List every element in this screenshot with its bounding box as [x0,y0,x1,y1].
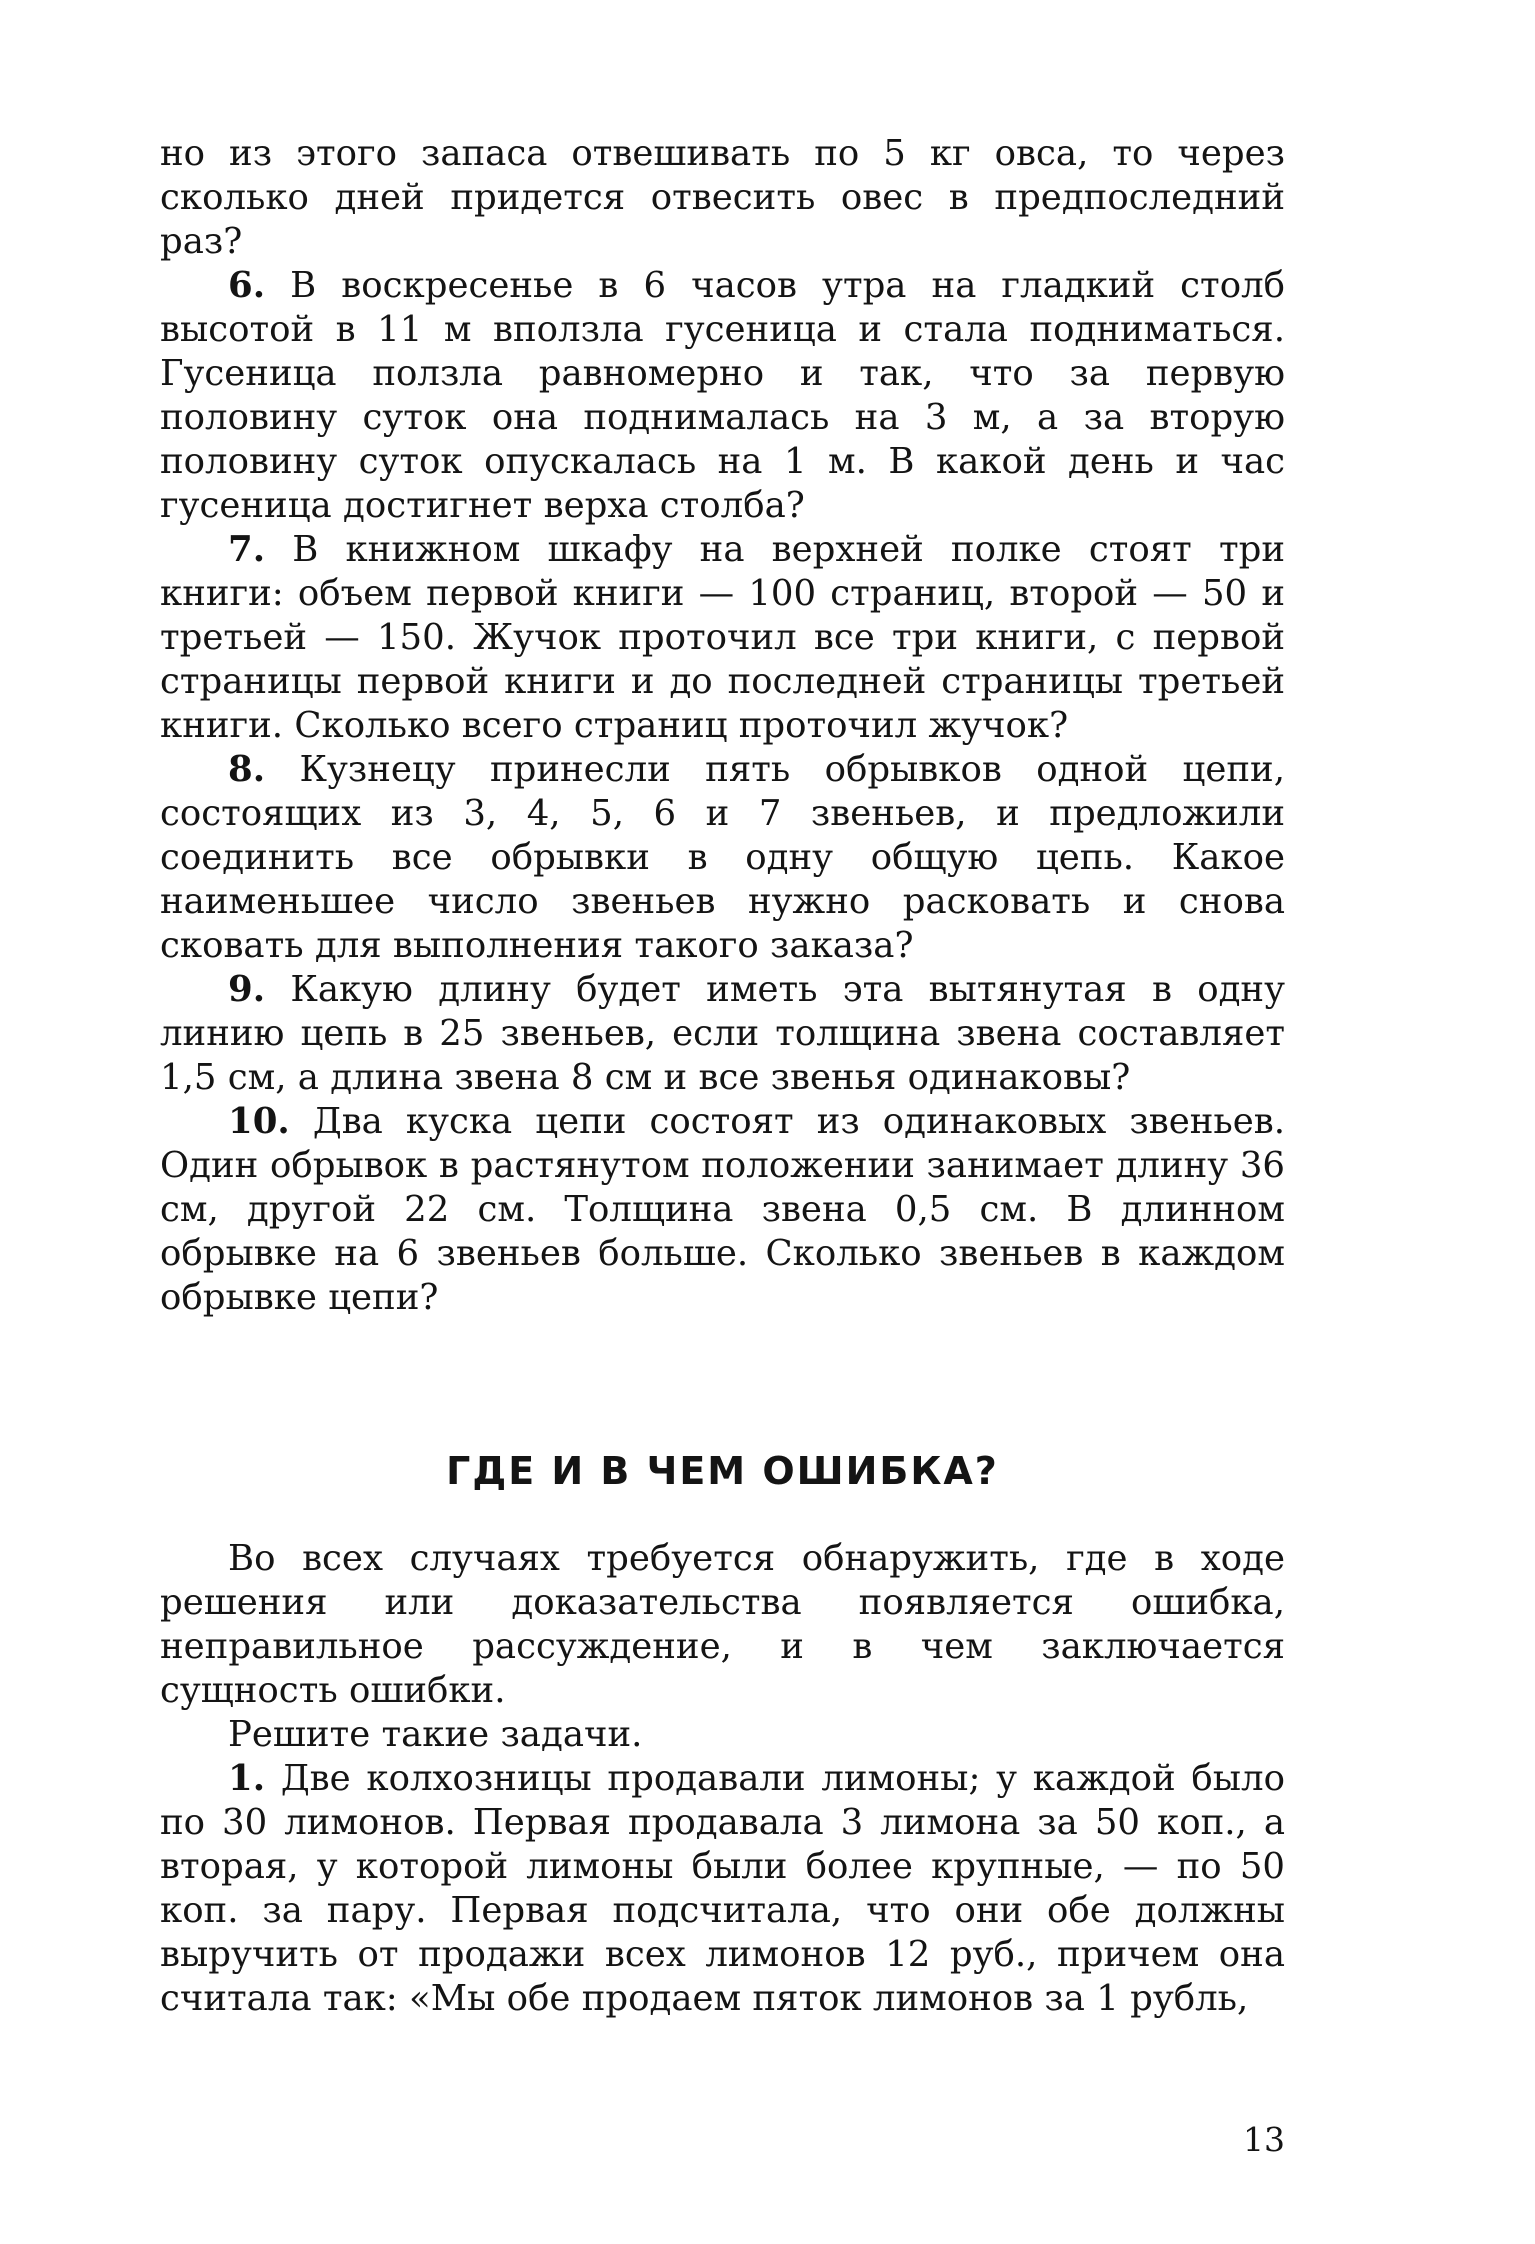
section-body [160,1537,1285,2021]
problem-number: 1. [228,1758,266,1799]
instruction-paragraph: Решите такие задачи. [228,1714,643,1755]
problem-6 [160,264,1285,528]
page-number: 13 [1243,2120,1285,2159]
section-problem-1 [160,1757,1285,2021]
problem-number: 6. [228,265,266,306]
intro-paragraph: Во всех случаях требуется обнаружить, где в ходе решения или доказательства появляется ошибка, неправильное рассуждение, и в чем заключается сущность ошибки. [160,1538,1285,1711]
problem-number: 9. [228,969,266,1010]
problem-text: Кузнецу принесли пять обрывков одной цепи, состоящих из 3, 4, 5, 6 и 7 звеньев, и предложили соединить все обрывки в одну общую цепь. Какое наименьшее число звеньев нужно расковать и снова сковать для выполнения такого заказа? [160,749,1285,966]
problem-number: 10. [228,1101,290,1142]
problem-10 [160,1100,1285,1320]
problems-list [160,132,1285,1320]
problem-9 [160,968,1285,1100]
problem-text: В воскресенье в 6 часов утра на гладкий столб высотой в 11 м вползла гусеница и стала подниматься. Гусеница ползла равномерно и так, что за первую половину суток она поднималась на 3 м, а за вторую половину суток опускалась на 1 м. В какой день и час гусеница достигнет верха столба? [160,265,1285,526]
continuation-paragraph: но из этого запаса отвешивать по 5 кг овса, то через сколько дней придется отвесить овес в предпоследний раз? [160,133,1285,262]
problem-text: Какую длину будет иметь эта вытянутая в одну линию цепь в 25 звеньев, если толщина звена составляет 1,5 см, а длина звена 8 см и все звенья одинаковы? [160,969,1285,1098]
problem-7 [160,528,1285,748]
problem-8 [160,748,1285,968]
problem-text: Две колхозницы продавали лимоны; у каждой было по 30 лимонов. Первая продавала 3 лимона за 50 коп., а вторая, у которой лимоны были более крупные, — по 50 коп. за пару. Первая подсчитала, что они обе должны выручить от продажи всех лимонов 12 руб., причем она считала так: «Мы обе продаем пяток лимонов за 1 рубль, [160,1758,1285,2019]
problem-number: 8. [228,749,266,790]
problem-text: В книжном шкафу на верхней полке стоят три книги: объем первой книги — 100 страниц, второй — 50 и третьей — 150. Жучок проточил все три книги, с первой страницы первой книги и до последней страницы третьей книги. Сколько всего страниц проточил жучок? [160,529,1285,746]
section-heading: ГДЕ И В ЧЕМ ОШИБКА? [446,1449,999,1493]
problem-number: 7. [228,529,266,570]
problem-text: Два куска цепи состоят из одинаковых звеньев. Один обрывок в растянутом положении занимает длину 36 см, другой 22 см. Толщина звена 0,5 см. В длинном обрывке на 6 звеньев больше. Сколько звеньев в каждом обрывке цепи? [160,1101,1285,1318]
